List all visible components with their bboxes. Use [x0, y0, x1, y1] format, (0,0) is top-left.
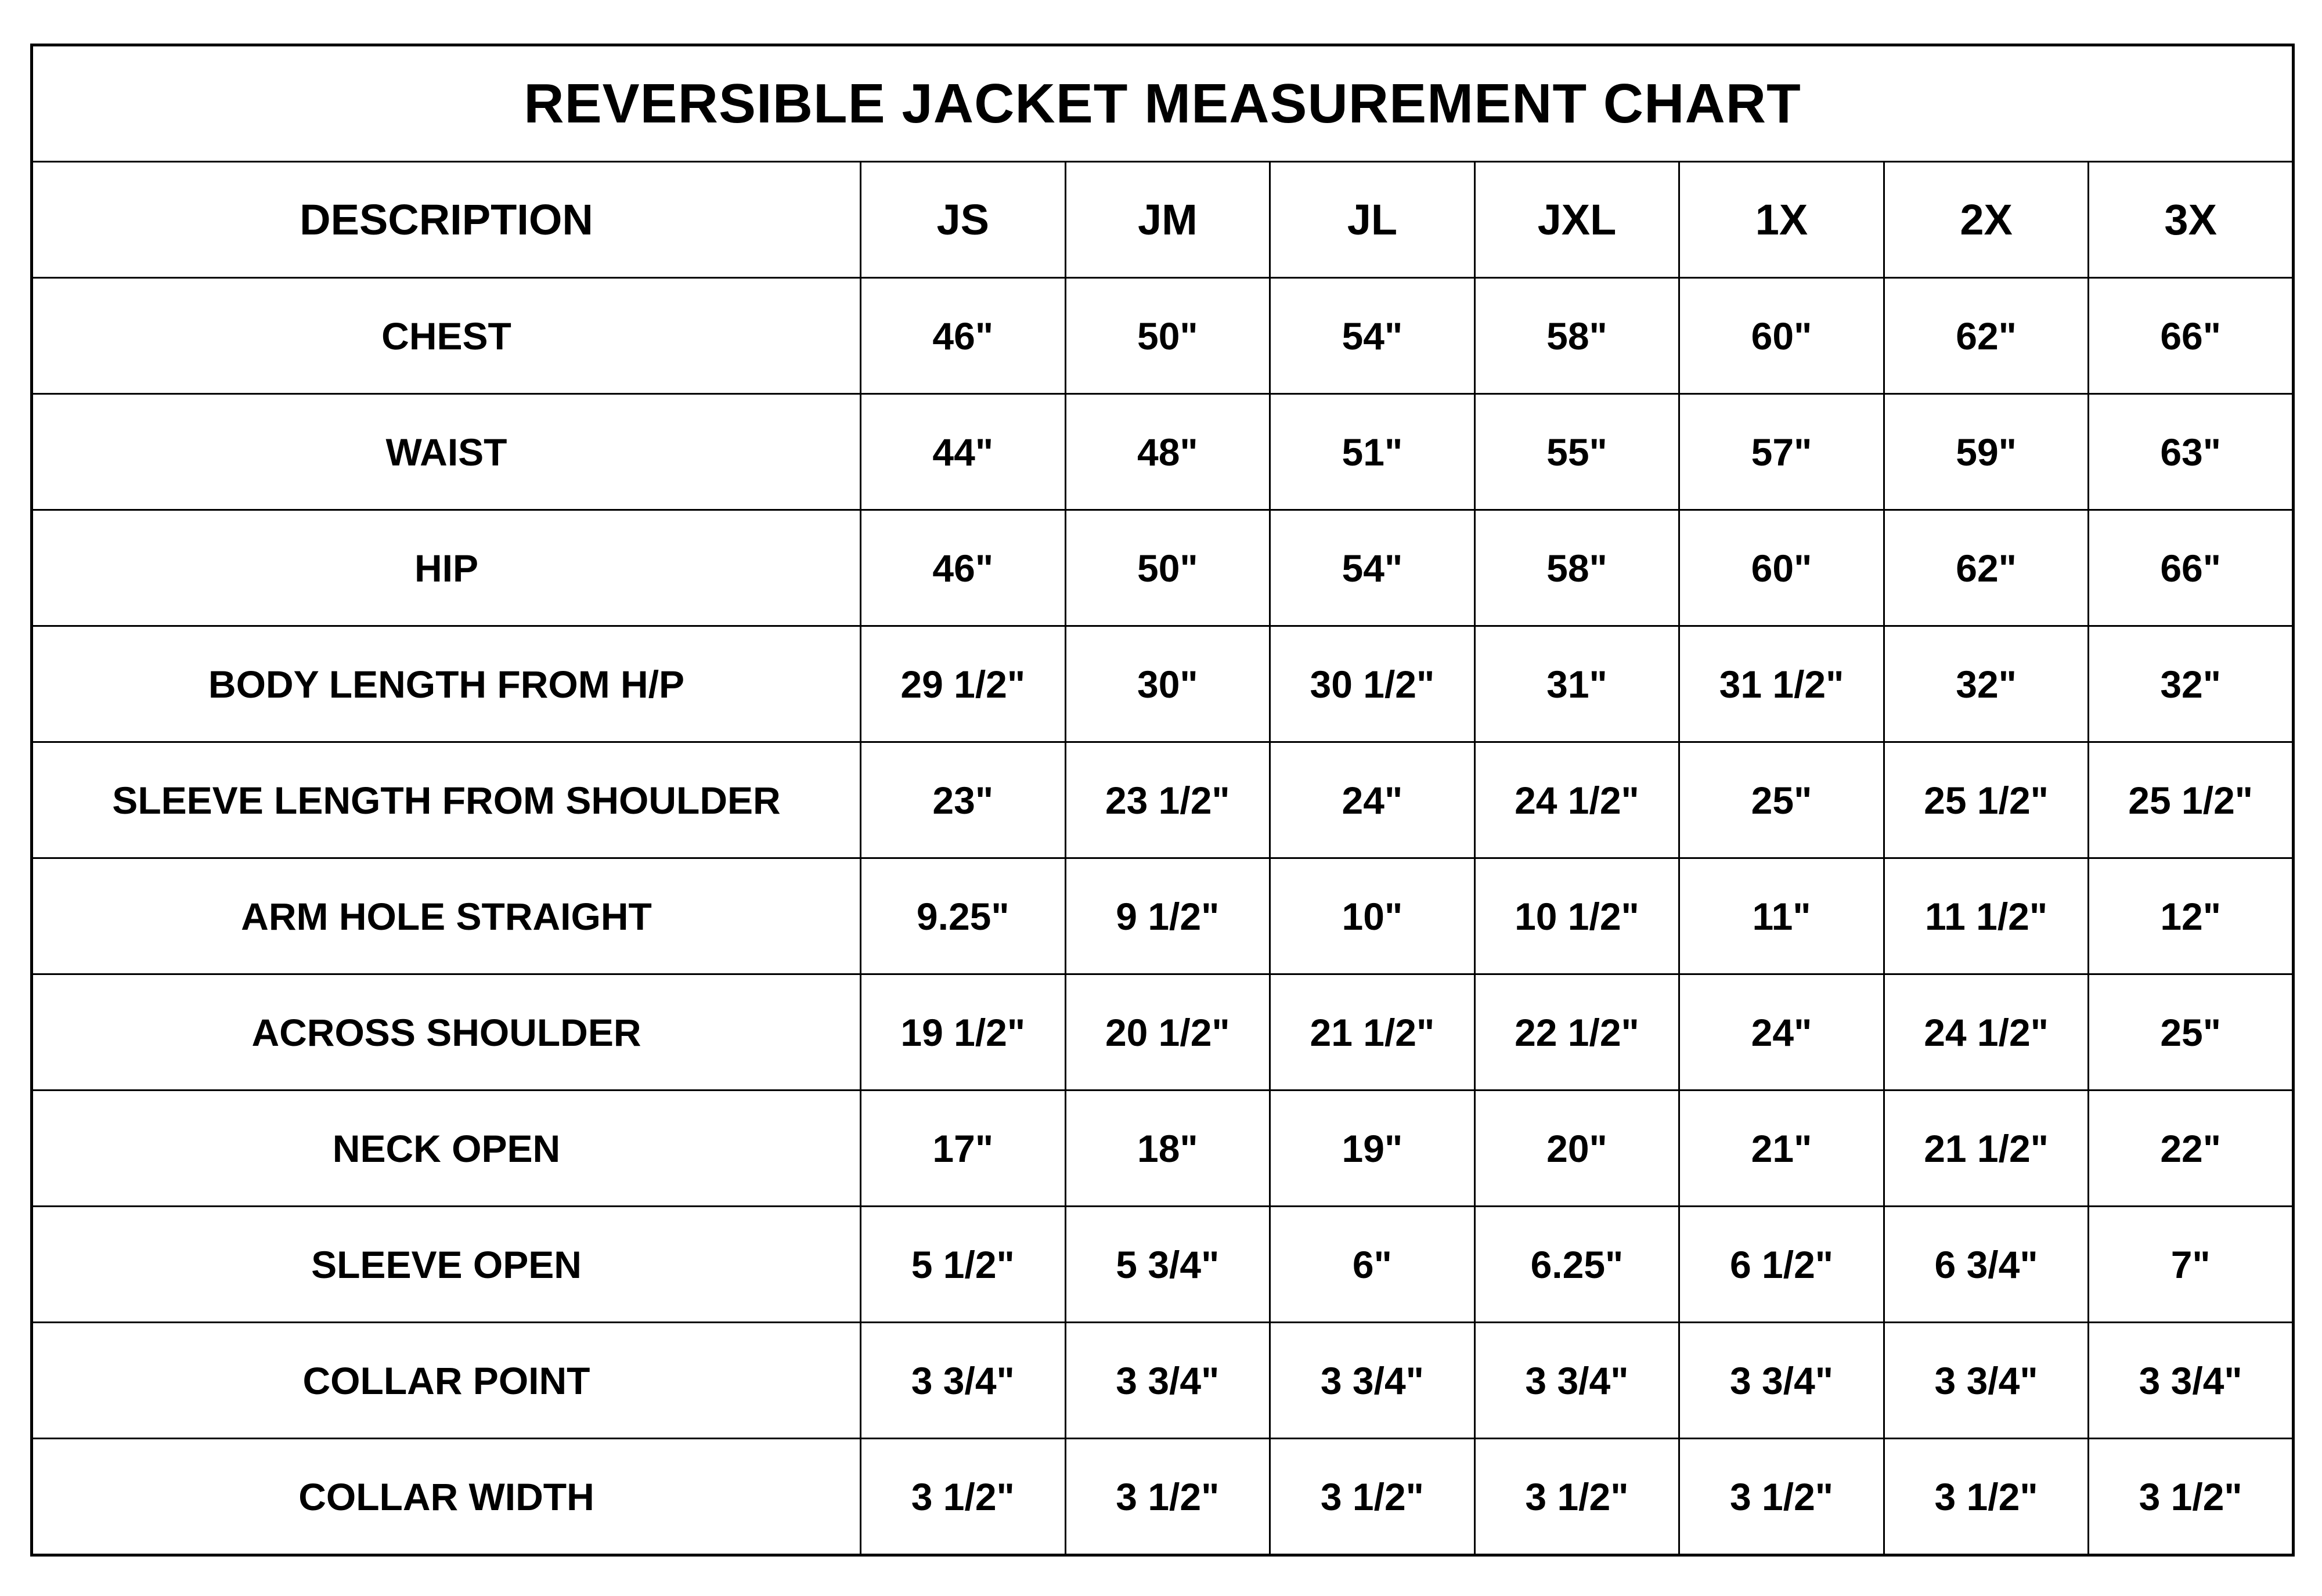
table-row: [32, 510, 2294, 626]
measurement-cell: 6.25": [1474, 1207, 1679, 1323]
measurement-cell: 6": [1270, 1207, 1475, 1323]
measurement-cell: 3 1/2": [1884, 1439, 2089, 1555]
column-header-3x: 3X: [2089, 162, 2294, 278]
row-label: HIP: [32, 510, 861, 626]
measurement-cell: 18": [1065, 1091, 1270, 1207]
row-label: BODY LENGTH FROM H/P: [32, 626, 861, 742]
measurement-cell: 46": [861, 510, 1066, 626]
measurement-cell: 3 3/4": [1679, 1323, 1884, 1439]
measurement-cell: 60": [1679, 278, 1884, 394]
measurement-cell: 22": [2089, 1091, 2294, 1207]
measurement-cell: 9.25": [861, 858, 1066, 974]
measurement-cell: 66": [2089, 278, 2294, 394]
measurement-cell: 3 1/2": [2089, 1439, 2294, 1555]
measurement-cell: 62": [1884, 278, 2089, 394]
measurement-cell: 54": [1270, 278, 1475, 394]
header-row: [32, 162, 2294, 278]
measurement-cell: 51": [1270, 394, 1475, 510]
measurement-cell: 11 1/2": [1884, 858, 2089, 974]
measurement-cell: 11": [1679, 858, 1884, 974]
measurement-cell: 3 1/2": [1679, 1439, 1884, 1555]
row-label: CHEST: [32, 278, 861, 394]
column-header-1x: 1X: [1679, 162, 1884, 278]
measurement-cell: 12": [2089, 858, 2294, 974]
row-label: WAIST: [32, 394, 861, 510]
measurement-cell: 58": [1474, 510, 1679, 626]
table-row: [32, 626, 2294, 742]
row-label: SLEEVE LENGTH FROM SHOULDER: [32, 742, 861, 858]
measurement-cell: 10": [1270, 858, 1475, 974]
measurement-table: [30, 44, 2295, 1557]
measurement-cell: 24 1/2": [1474, 742, 1679, 858]
column-header-jxl: JXL: [1474, 162, 1679, 278]
measurement-cell: 25 1/2": [2089, 742, 2294, 858]
measurement-cell: 6 3/4": [1884, 1207, 2089, 1323]
column-header-description: DESCRIPTION: [32, 162, 861, 278]
measurement-cell: 24 1/2": [1884, 974, 2089, 1091]
table-row: [32, 1323, 2294, 1439]
chart-title: REVERSIBLE JACKET MEASUREMENT CHART: [32, 45, 2294, 162]
table-row: [32, 1207, 2294, 1323]
measurement-cell: 3 3/4": [1474, 1323, 1679, 1439]
measurement-cell: 32": [2089, 626, 2294, 742]
measurement-cell: 23": [861, 742, 1066, 858]
measurement-cell: 25 1/2": [1884, 742, 2089, 858]
measurement-cell: 46": [861, 278, 1066, 394]
measurement-cell: 3 1/2": [1065, 1439, 1270, 1555]
table-row: [32, 974, 2294, 1091]
measurement-cell: 66": [2089, 510, 2294, 626]
column-header-jl: JL: [1270, 162, 1475, 278]
measurement-cell: 3 3/4": [1270, 1323, 1475, 1439]
measurement-cell: 9 1/2": [1065, 858, 1270, 974]
measurement-cell: 48": [1065, 394, 1270, 510]
measurement-cell: 30 1/2": [1270, 626, 1475, 742]
measurement-cell: 63": [2089, 394, 2294, 510]
table-row: [32, 1091, 2294, 1207]
measurement-cell: 57": [1679, 394, 1884, 510]
measurement-cell: 29 1/2": [861, 626, 1066, 742]
measurement-cell: 10 1/2": [1474, 858, 1679, 974]
measurement-cell: 30": [1065, 626, 1270, 742]
measurement-cell: 19": [1270, 1091, 1475, 1207]
measurement-cell: 58": [1474, 278, 1679, 394]
measurement-cell: 5 3/4": [1065, 1207, 1270, 1323]
column-header-2x: 2X: [1884, 162, 2089, 278]
measurement-cell: 24": [1679, 974, 1884, 1091]
measurement-cell: 21 1/2": [1884, 1091, 2089, 1207]
measurement-cell: 55": [1474, 394, 1679, 510]
measurement-cell: 3 1/2": [1270, 1439, 1475, 1555]
column-header-jm: JM: [1065, 162, 1270, 278]
measurement-cell: 25": [1679, 742, 1884, 858]
measurement-cell: 59": [1884, 394, 2089, 510]
table-row: [32, 394, 2294, 510]
measurement-cell: 5 1/2": [861, 1207, 1066, 1323]
measurement-cell: 21 1/2": [1270, 974, 1475, 1091]
measurement-cell: 54": [1270, 510, 1475, 626]
table-row: [32, 858, 2294, 974]
measurement-cell: 50": [1065, 510, 1270, 626]
measurement-cell: 3 3/4": [1065, 1323, 1270, 1439]
measurement-cell: 22 1/2": [1474, 974, 1679, 1091]
measurement-cell: 3 3/4": [1884, 1323, 2089, 1439]
measurement-cell: 23 1/2": [1065, 742, 1270, 858]
measurement-cell: 31 1/2": [1679, 626, 1884, 742]
measurement-cell: 17": [861, 1091, 1066, 1207]
row-label: COLLAR WIDTH: [32, 1439, 861, 1555]
row-label: COLLAR POINT: [32, 1323, 861, 1439]
measurement-cell: 19 1/2": [861, 974, 1066, 1091]
measurement-cell: 3 3/4": [861, 1323, 1066, 1439]
column-header-js: JS: [861, 162, 1066, 278]
measurement-cell: 7": [2089, 1207, 2294, 1323]
measurement-cell: 3 3/4": [2089, 1323, 2294, 1439]
measurement-cell: 24": [1270, 742, 1475, 858]
table-row: [32, 742, 2294, 858]
row-label: ACROSS SHOULDER: [32, 974, 861, 1091]
measurement-cell: 3 1/2": [1474, 1439, 1679, 1555]
row-label: NECK OPEN: [32, 1091, 861, 1207]
measurement-cell: 20": [1474, 1091, 1679, 1207]
measurement-cell: 50": [1065, 278, 1270, 394]
table-row: [32, 278, 2294, 394]
measurement-cell: 25": [2089, 974, 2294, 1091]
measurement-cell: 60": [1679, 510, 1884, 626]
row-label: ARM HOLE STRAIGHT: [32, 858, 861, 974]
measurement-cell: 32": [1884, 626, 2089, 742]
title-row: [32, 45, 2294, 162]
row-label: SLEEVE OPEN: [32, 1207, 861, 1323]
measurement-cell: 62": [1884, 510, 2089, 626]
measurement-cell: 21": [1679, 1091, 1884, 1207]
table-row: [32, 1439, 2294, 1555]
measurement-cell: 31": [1474, 626, 1679, 742]
measurement-cell: 20 1/2": [1065, 974, 1270, 1091]
measurement-cell: 44": [861, 394, 1066, 510]
measurement-cell: 3 1/2": [861, 1439, 1066, 1555]
measurement-cell: 6 1/2": [1679, 1207, 1884, 1323]
